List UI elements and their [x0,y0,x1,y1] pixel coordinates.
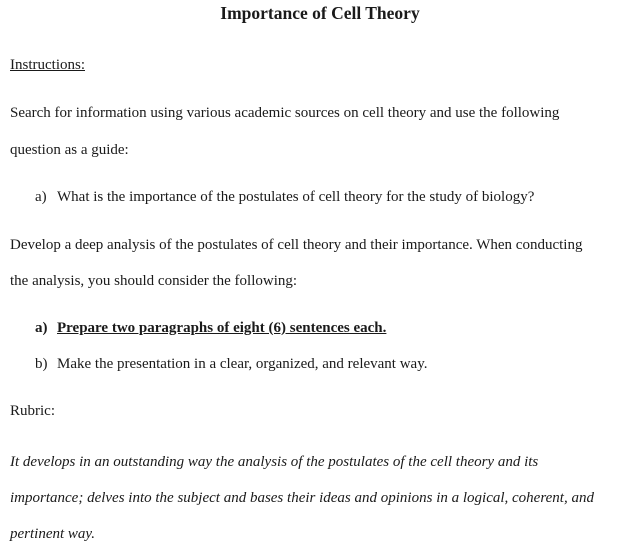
list-marker: a) [35,320,48,336]
paragraph1-line1: Search for information using various academic sources on cell theory and use the following [10,105,560,121]
list-marker: a) [35,189,47,205]
document-title: Importance of Cell Theory [220,3,420,23]
requirement-text: Make the presentation in a clear, organized, and relevant way. [57,356,428,372]
rubric-text-line2: importance; delves into the subject and bases their ideas and opinions in a logical, coherent, and [10,490,594,506]
rubric-text-line3: pertinent way. [10,526,95,542]
question-text: What is the importance of the postulates of cell theory for the study of biology? [57,189,535,205]
requirement-list-item [35,357,428,372]
requirement-list-item [35,321,386,336]
instructions-heading: Instructions: [10,57,85,73]
paragraph2-line1: Develop a deep analysis of the postulates of cell theory and their importance. When conducting [10,237,583,253]
requirement-text: Prepare two paragraphs of eight (6) sentences each. [57,320,387,336]
question-list-item [35,190,534,205]
paragraph2-line2: the analysis, you should consider the following: [10,273,298,289]
rubric-text-line1: It develops in an outstanding way the analysis of the postulates of the cell theory and its [10,454,539,470]
paragraph1-line2: question as a guide: [10,142,129,158]
rubric-heading: Rubric: [10,403,55,419]
list-marker: b) [35,356,48,372]
